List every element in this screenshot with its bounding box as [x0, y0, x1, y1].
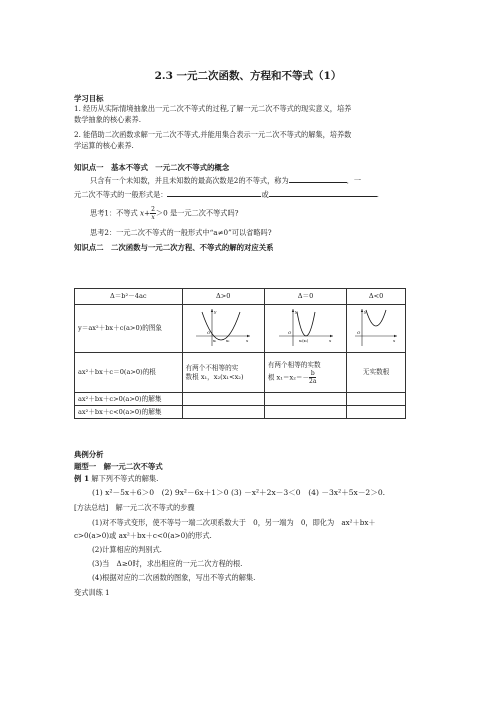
think-1-plus: +	[144, 208, 151, 218]
root-x1-label: x₁	[213, 339, 217, 343]
graph-double-root	[264, 305, 346, 353]
knowledge-2-heading: 知识点二 二次函数与一元二次方程、不等式的解的对应关系	[74, 243, 274, 252]
example-1-label: 例 1	[74, 474, 90, 483]
parabola-no-roots-graph	[352, 306, 400, 348]
example-1-text: 解下列不等式的解集.	[91, 474, 159, 483]
table-row-roots	[75, 353, 406, 393]
roots-positive-line-2: 数根 x₁，x₂(x₁<x₂)	[185, 372, 244, 381]
think-1-x: x	[140, 208, 145, 218]
roots-positive-line-1: 有两个不相等的实	[185, 363, 239, 372]
header-delta-definition: Δ＝b²－4ac	[75, 289, 183, 305]
think-1-text: 思考1：不等式	[90, 208, 138, 218]
learning-goals-heading: 学习目标	[74, 94, 104, 103]
period-text: .	[376, 190, 379, 199]
axis-y-label: y	[214, 309, 217, 314]
greater-negative-answer[interactable]	[347, 393, 406, 406]
greater-row-label: ax²＋bx＋c>0(a>0)的解集	[75, 393, 183, 406]
definition-blank[interactable]	[289, 174, 347, 183]
goal-1-line-2: 数学抽象的核心素养.	[74, 115, 141, 124]
less-negative-answer[interactable]	[347, 406, 406, 419]
less-positive-answer[interactable]	[182, 406, 264, 419]
general-form-blank-2[interactable]	[269, 188, 377, 197]
double-root-label: x₁(x₂)	[298, 339, 308, 343]
or-text: 或	[261, 190, 269, 199]
type-1-heading: 题型一 解一元二次不等式	[74, 462, 163, 471]
method-summary: [方法总结] 解一元二次不等式的步骤	[74, 503, 195, 512]
header-delta-negative: Δ<0	[347, 289, 406, 305]
roots-zero-line-1: 有两个相等的实数	[267, 360, 321, 369]
table-row-greater	[75, 393, 406, 406]
goal-2-line-1: 2. 能借助二次函数求解一元二次不等式,并能用集合表示一元二次不等式的解集，培养数	[74, 130, 352, 139]
table-row-less	[75, 406, 406, 419]
definition-line-1-end: ．一	[346, 176, 362, 185]
step-1-line-1: (1)对不等式变形，使不等号一端二次项系数大于 0，另一端为 0，即化为 ax²＋bx＋	[92, 518, 376, 527]
header-delta-zero: Δ＝0	[264, 289, 346, 305]
think-1-text-end: ＞0 是一元二次不等式吗?	[155, 208, 239, 218]
example-1-items: (1) x²－5x＋6＞0 (2) 9x²－6x＋1＞0 (3) －x²＋2x－3＜0 (4) －3x²＋5x－2＞0.	[92, 488, 386, 497]
table-header-row	[75, 289, 406, 305]
parabola-double-root-graph	[275, 306, 337, 348]
table-row-graph	[75, 305, 406, 353]
roots-zero-fraction	[309, 370, 316, 385]
fraction-numerator: b	[310, 369, 315, 377]
axis-x-label: x	[328, 338, 331, 343]
axis-y-label: y	[294, 309, 297, 314]
fraction-numerator: 2	[151, 206, 155, 213]
variant-training-1: 变式训练 1	[74, 588, 110, 597]
think-1	[90, 206, 239, 221]
examples-heading: 典例分析	[74, 450, 104, 459]
header-delta-positive: Δ>0	[182, 289, 264, 305]
goal-1-line-1: 1. 经历从实际情境抽象出一元二次不等式的过程,了解一元二次不等式的现实意义，培养	[74, 104, 352, 113]
roots-negative-cell: 无实数根	[347, 353, 406, 393]
parabola-two-roots-graph	[192, 306, 254, 348]
origin-label: O	[357, 330, 361, 335]
general-form-text: 元二次不等式的一般形式是：	[74, 190, 168, 199]
root-x2-label: x₂	[226, 339, 230, 343]
origin-label: O	[207, 330, 211, 335]
step-1-line-2: c>0(a>0)或 ax²＋bx＋c<0(a>0)的形式.	[74, 531, 212, 540]
definition-text: 只含有一个未知数，并且未知数的最高次数是2的不等式，称为	[90, 176, 289, 185]
step-4: (4)根据对应的二次函数的图象，写出不等式的解集.	[92, 573, 256, 582]
general-form-blank-1[interactable]	[167, 188, 261, 197]
roots-zero-text: 根 x₁＝x₂＝－	[267, 373, 310, 381]
axis-x-label: x	[393, 338, 396, 343]
less-zero-answer[interactable]	[264, 406, 346, 419]
correspondence-table	[74, 288, 406, 419]
greater-zero-answer[interactable]	[264, 393, 346, 406]
goal-2-line-2: 学运算的核心素养.	[74, 141, 134, 150]
graph-two-roots	[182, 305, 264, 353]
step-2: (2)计算相应的判别式.	[92, 545, 162, 554]
think-2: 思考2：一元二次不等式的一般形式中“a≠0”可以省略吗?	[90, 228, 272, 237]
step-3: (3)当 Δ≥0时，求出相应的一元二次方程的根.	[92, 559, 243, 568]
knowledge-1-heading: 知识点一 基本不等式 一元二次不等式的概念	[74, 163, 230, 172]
definition-line-1	[90, 174, 361, 186]
page-title: 2.3 一元二次函数、方程和不等式（1）	[154, 70, 342, 82]
roots-row-label: ax²＋bx＋c＝0(a>0)的根	[75, 353, 183, 393]
roots-zero-line-2	[268, 370, 343, 385]
greater-positive-answer[interactable]	[182, 393, 264, 406]
less-row-label: ax²＋bx＋c<0(a>0)的解集	[75, 406, 183, 419]
example-1-line	[74, 474, 158, 484]
roots-positive-cell	[182, 353, 264, 393]
origin-label: O	[287, 330, 291, 335]
graph-row-label: y＝ax²＋bx＋c(a>0)的图象	[75, 305, 183, 353]
definition-line-2	[74, 188, 379, 200]
axis-x-label: x	[246, 338, 249, 343]
fraction-denominator: x	[151, 214, 155, 221]
fraction-denominator: 2a	[309, 377, 317, 385]
graph-no-roots	[347, 305, 406, 353]
roots-zero-cell	[264, 353, 346, 393]
axis-y-label: y	[364, 309, 367, 314]
